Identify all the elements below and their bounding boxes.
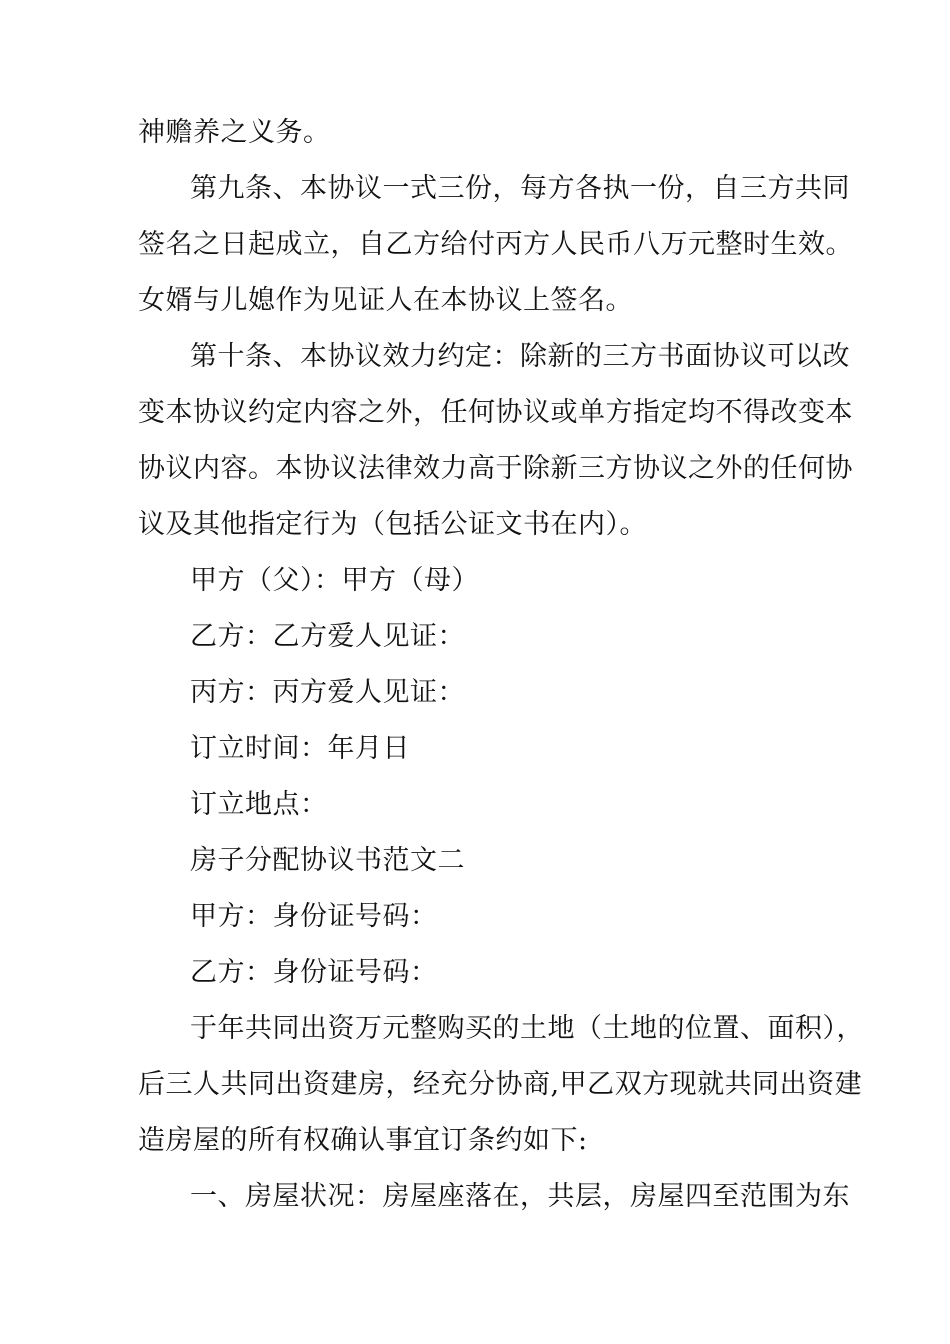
signature-line-party-b: 乙方：乙方爱人见证： [190,621,465,652]
text-line: 议及其他指定行为（包括公证文书在内）。 [138,509,647,540]
signing-date: 订立时间：年月日 [190,733,410,764]
text-line: 一、房屋状况：房屋座落在，共层，房屋四至范围为东 [190,1181,850,1212]
text-line: 女婿与儿媳作为见证人在本协议上签名。 [138,285,633,316]
signing-place: 订立地点： [190,789,328,820]
text-line: 神赡养之义务。 [138,117,331,148]
signature-line-party-a: 甲方（父）：甲方（母） [190,565,479,596]
text-line: 第九条、本协议一式三份，每方各执一份，自三方共同 [190,173,850,204]
section-title: 房子分配协议书范文二 [190,845,465,876]
text-line: 签名之日起成立，自乙方给付丙方人民币八万元整时生效。 [138,229,853,260]
text-line: 第十条、本协议效力约定：除新的三方书面协议可以改 [190,341,850,372]
text-line: 于年共同出资万元整购买的土地（土地的位置、面积）， [190,1013,864,1044]
signature-line-party-c: 丙方：丙方爱人见证： [190,677,465,708]
text-line: 造房屋的所有权确认事宜订条约如下: [138,1125,588,1156]
party-b-id: 乙方：身份证号码： [190,957,438,988]
text-line: 协议内容。本协议法律效力高于除新三方协议之外的任何协 [138,453,853,484]
text-line: 变本协议约定内容之外，任何协议或单方指定均不得改变本 [138,397,853,428]
party-a-id: 甲方：身份证号码： [190,901,438,932]
text-line: 后三人共同出资建房，经充分协商,甲乙双方现就共同出资建 [138,1069,863,1100]
